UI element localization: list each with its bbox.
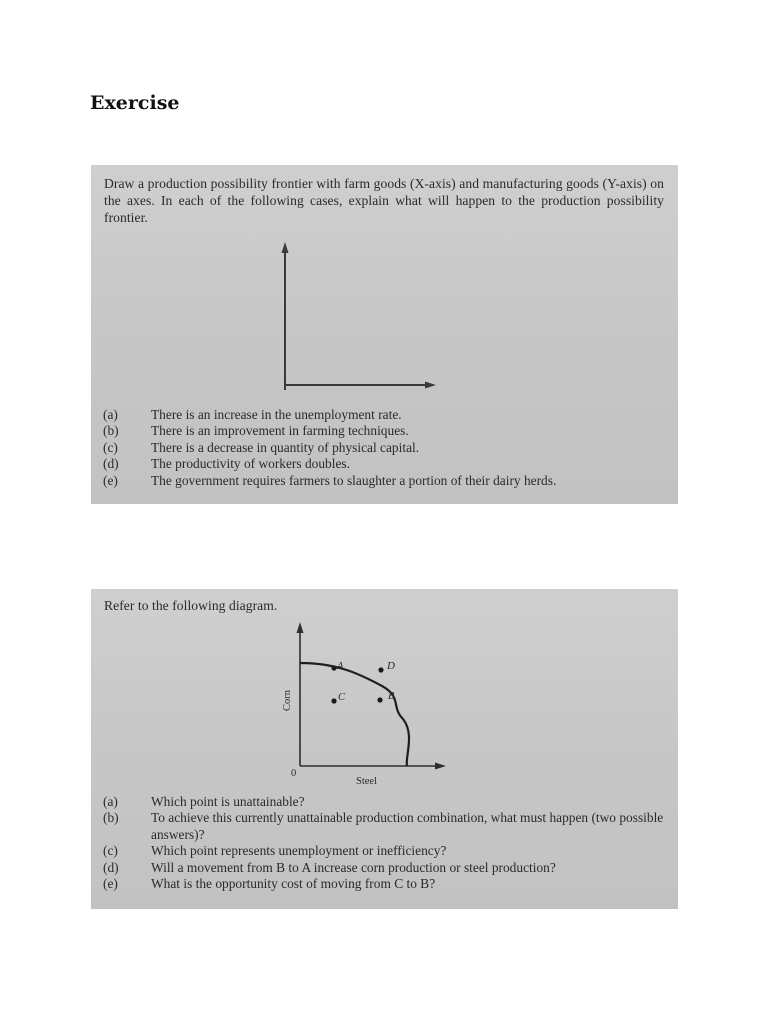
point-a-label: A [337,661,344,672]
question-mark: (a) [103,794,118,809]
list-item [103,407,666,423]
list-item [103,843,666,859]
question-mark: (d) [103,456,119,472]
point-d-label: D [387,660,395,672]
question-text: To achieve this currently unattainable production combination, what must happen (two possible answers)? [151,810,664,842]
x-axis-label: Steel [356,776,377,787]
point-a-dot [331,665,336,670]
list-item [103,860,666,876]
point-b-label: B [388,691,395,702]
point-c-dot [331,698,336,703]
question-text: The government requires farmers to slaughter a portion of their dairy herds. [151,472,557,488]
list-item [103,440,666,456]
exercise-2-panel [91,589,678,909]
question-mark: (e) [103,472,118,488]
point-c-label: C [338,692,346,703]
question-text: Which point represents unemployment or inefficiency? [151,843,447,859]
page-heading: Exercise [90,92,180,114]
question-text: The productivity of workers doubles. [151,456,350,472]
question-text: There is an improvement in farming techniques. [151,423,409,439]
list-item [103,794,666,810]
question-mark: (e) [103,876,118,892]
point-d-dot [378,667,383,672]
question-mark: (b) [103,810,119,826]
y-axis-arrowhead [282,242,289,253]
exercise-2-prompt: Refer to the following diagram. [104,598,278,613]
question-mark: (c) [103,843,118,859]
question-mark: (c) [103,439,118,455]
x-axis-arrowhead [435,763,446,770]
ppf-curve [300,663,409,766]
question-text: Will a movement from B to A increase corn production or steel production? [151,859,556,875]
question-text: What is the opportunity cost of moving from C to B? [151,876,436,892]
question-text: There is an increase in the unemployment rate. [151,407,402,422]
list-item [103,876,666,892]
exercise-1-prompt: Draw a production possibility frontier with farm goods (X-axis) and manufacturing goods (Y-axis) on the axes. In each of the following cases, explain what will happen to the production possibility frontier. [104,176,664,225]
question-text: There is a decrease in quantity of physical capital. [151,439,420,455]
origin-label: 0 [291,768,297,779]
list-item [103,456,666,472]
point-b-dot [377,697,382,702]
list-item [103,423,666,439]
list-item [103,473,666,489]
question-text: Which point is unattainable? [151,794,305,809]
y-axis-label: Corn [282,690,293,711]
exercise-2-question-list [103,794,666,892]
question-mark: (d) [103,859,119,875]
exercise-1-panel [91,165,678,504]
question-mark: (b) [103,423,119,439]
exercise-1-question-list [103,407,666,489]
x-axis-arrowhead [425,382,436,389]
list-item [103,810,666,843]
question-mark: (a) [103,407,118,422]
y-axis-arrowhead [297,622,304,633]
